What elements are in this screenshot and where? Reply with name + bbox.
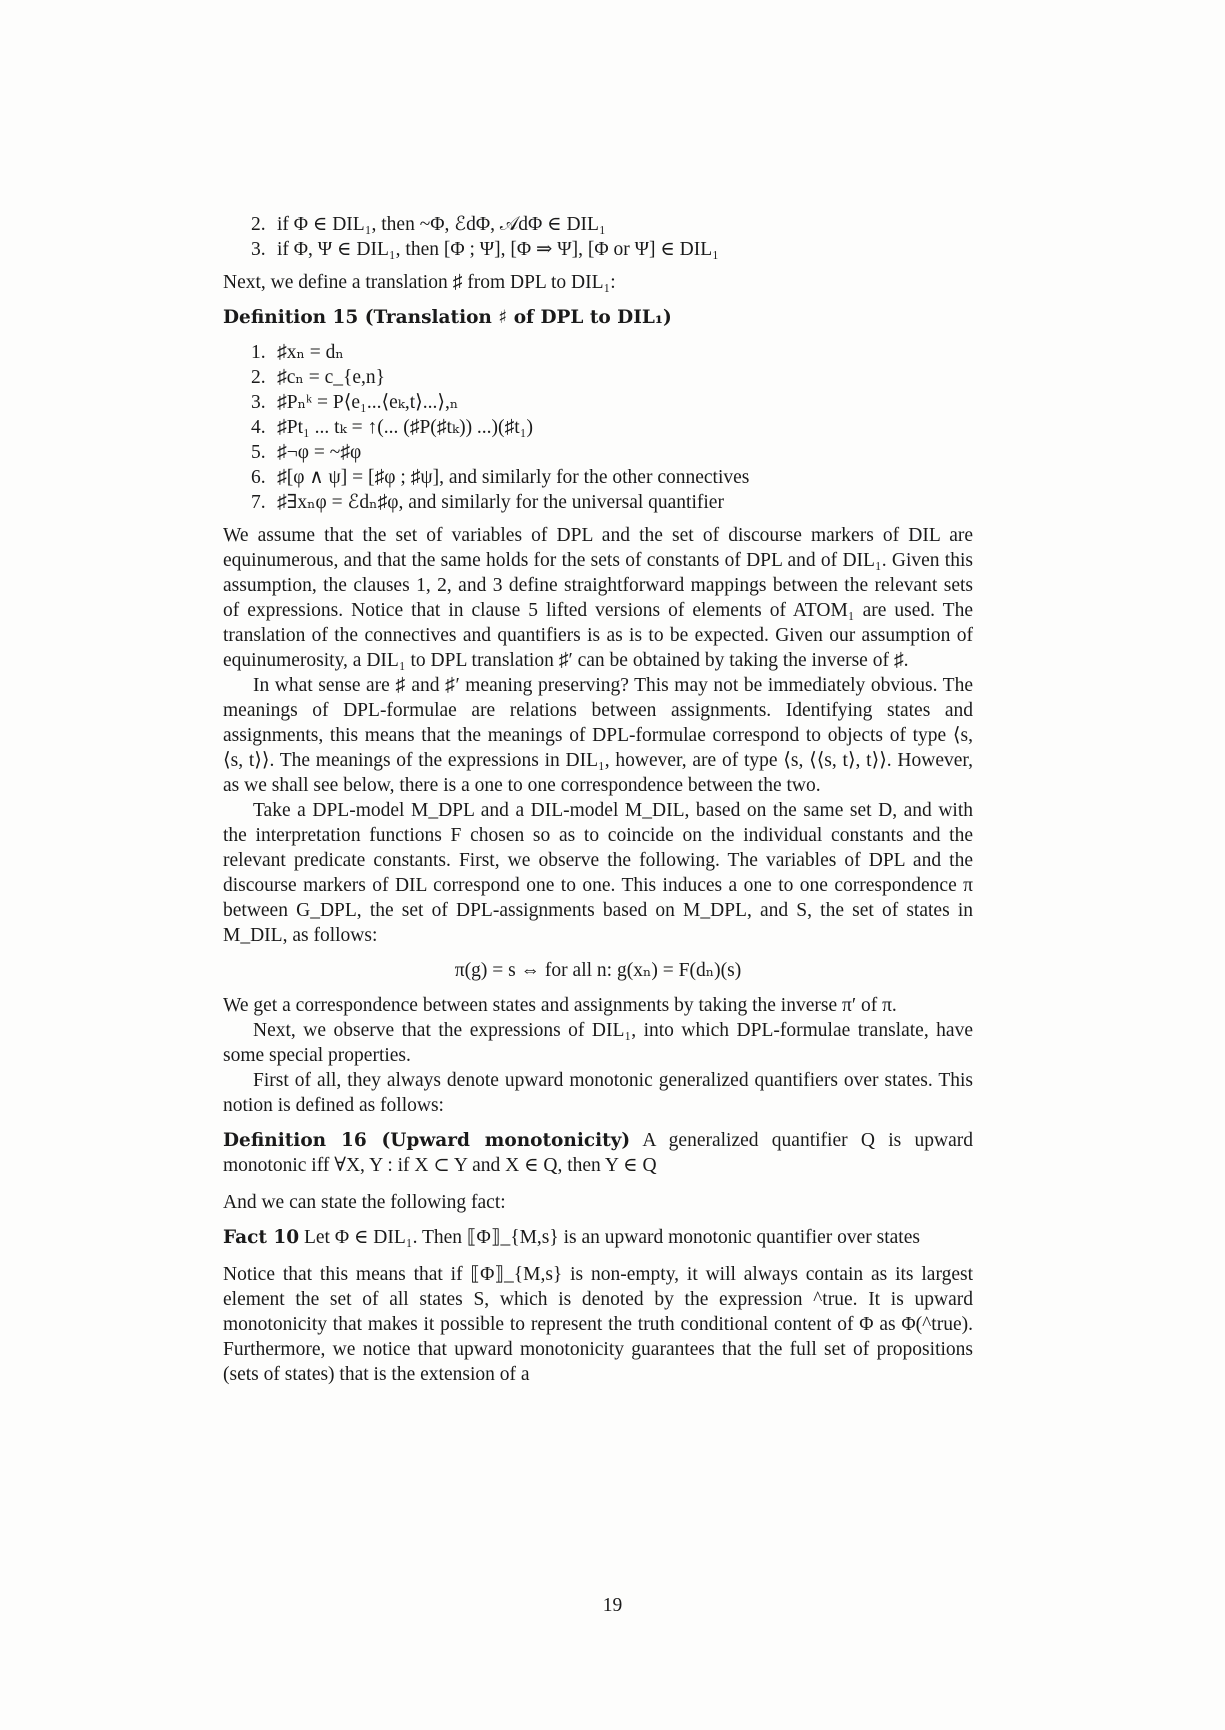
list-item [251,465,973,490]
list-item [251,415,973,440]
item-text: ♯Pₙᵏ = P⟨e₁...⟨eₖ,t⟩...⟩,ₙ [277,392,459,413]
body-paragraph: And we can state the following fact: [223,1192,506,1213]
list-continued [251,212,973,262]
body-paragraph: First of all, they always denote upward monotonic generalized quantifiers over states. This notion is defined as follows: [223,1070,973,1116]
item-number: 3. [251,392,266,413]
item-number: 5. [251,442,266,463]
body-paragraph: We get a correspondence between states and assignments by taking the inverse π′ of π. [223,995,897,1016]
item-number: 1. [251,342,266,363]
definition-15-list [251,340,973,515]
body-paragraph: We assume that the set of variables of DPL and the set of discourse markers of DIL are equinumerous, and that the same holds for the sets of constants of DPL and of DIL₁. Given this assumption, the clauses 1, 2, and 3 define straightforward mappings between the relevant sets of expressions. Notice that in clause 5 lifted versions of elements of ATOM₁ are used. The translation of the connectives and quantifiers is as is to be expected. Given our assumption of equinumerosity, a DIL₁ to DPL translation ♯′ can be obtained by taking the inverse of ♯. [223,525,973,671]
page-number: 19 [602,1595,623,1616]
item-text: ♯[φ ∧ ψ] = [♯φ ; ♯ψ], and similarly for the other connectives [277,467,750,488]
definition-title: Definition 15 (Translation ♯ of DPL to DIL₁) [223,307,672,328]
item-text: ♯Pt₁ ... tₖ = ↑(... (♯P(♯tₖ)) ...)(♯t₁) [277,417,534,438]
list-item [251,340,973,365]
item-number: 2. [251,214,266,235]
definition-15-heading [223,305,973,330]
item-text: ♯cₙ = c_{e,n} [277,367,385,388]
definition-title: Definition 16 (Upward monotonicity) [223,1130,631,1151]
list-item [251,212,973,237]
body-paragraph: Next, we observe that the expressions of DIL₁, into which DPL-formulae translate, have some special properties. [223,1020,973,1066]
fact-title: Fact 10 [223,1227,300,1248]
item-number: 6. [251,467,266,488]
list-item [251,237,973,262]
item-number: 2. [251,367,266,388]
list-item [251,440,973,465]
item-number: 4. [251,417,266,438]
fact-10 [223,1225,973,1250]
display-equation: π(g) = s ⇔ for all n: g(xₙ) = F(dₙ)(s) [454,960,742,981]
item-text: ♯¬φ = ~♯φ [277,442,362,463]
definition-16 [223,1128,973,1178]
item-text: if Φ, Ψ ∈ DIL₁, then [Φ ; Ψ], [Φ ⇒ Ψ], [Φ or Ψ] ∈ DIL₁ [277,239,719,260]
body-paragraph: Notice that this means that if ⟦Φ⟧_{M,s} is non-empty, it will always contain as its largest element the set of all states S, which is denoted by the expression ^true. It is upward monotonicity that makes it possible to represent the truth conditional content of Φ as Φ(^true). Furthermore, we notice that upward monotonicity guarantees that the full set of propositions (sets of states) that is the extension of a [223,1264,973,1385]
item-text: ♯xₙ = dₙ [277,342,344,363]
intro-paragraph: Next, we define a translation ♯ from DPL to DIL₁: [223,272,616,293]
definition-text: A generalized quantifier Q is upward monotonic iff ∀X, Y : if X ⊂ Y and X ∈ Q, then Y ∈ Q [223,1130,973,1176]
item-number: 7. [251,492,266,513]
body-paragraph: Take a DPL-model M_DPL and a DIL-model M_DIL, based on the same set D, and with the interpretation functions F chosen so as to coincide on the individual constants and the relevant predicate constants. First, we observe the following. The variables of DPL and the discourse markers of DIL correspond one to one. This induces a one to one correspondence π between G_DPL, the set of DPL-assignments based on M_DPL, and S, the set of states in M_DIL, as follows: [223,800,973,946]
fact-text: Let Φ ∈ DIL₁. Then ⟦Φ⟧_{M,s} is an upward monotonic quantifier over states [303,1227,920,1248]
body-paragraph: In what sense are ♯ and ♯′ meaning preserving? This may not be immediately obvious. The meanings of DPL-formulae are relations between assignments. Identifying states and assignments, this means that the meanings of DPL-formulae correspond to objects of type ⟨s, ⟨s, t⟩⟩. The meanings of the expressions in DIL₁, however, are of type ⟨s, ⟨⟨s, t⟩, t⟩⟩. However, as we shall see below, there is a one to one correspondence between the two. [223,675,973,796]
item-text: if Φ ∈ DIL₁, then ~Φ, ℰdΦ, 𝒜dΦ ∈ DIL₁ [277,214,606,235]
page-body [223,212,973,1387]
item-text: ♯∃xₙφ = ℰdₙ♯φ, and similarly for the universal quantifier [277,492,724,513]
item-number: 3. [251,239,266,260]
list-item [251,490,973,515]
list-item [251,365,973,390]
list-item [251,390,973,415]
